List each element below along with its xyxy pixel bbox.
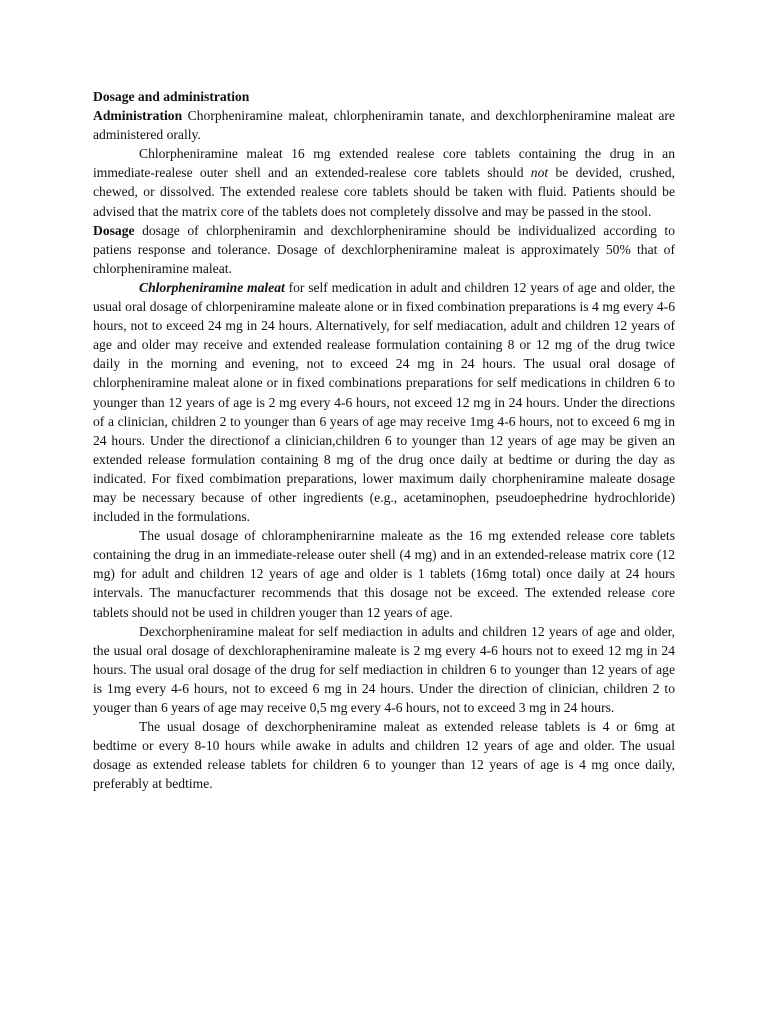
dosage-paragraph: [93, 221, 675, 278]
dosage-label: Dosage: [93, 222, 135, 238]
extended-release-paragraph: [93, 144, 675, 220]
dexchlorpheniramine-paragraph: Dexchorpheniramine maleat for self mediaction in adults and children 12 years of age and older, the usual oral dosage of dexchlorapheniramine maleate is 2 mg every 4-6 hours not to exeed 12 mg in 24 hours. The usual oral dosage of the drug for self mediaction in children 6 to younger than 12 years of age is 1mg every 4-6 hours, not to exceed 6 mg in 24 hours. Under the direction of clinician, children 2 to youger than 6 years of age may receive 0,5 mg every 4-6 hours, not to exceed 3 mg in 24 hours.: [93, 623, 675, 715]
chlorpheniramine-label: Chlorpheniramine maleat: [139, 279, 285, 295]
document-page: [93, 87, 675, 793]
administration-label: Administration: [93, 108, 183, 124]
dexchlorpheniramine-extended-paragraph: The usual dosage of dexchorpheniramine maleat as extended release tablets is 4 or 6mg at bedtime or every 8-10 hours while awake in adults and children 12 years of age and older. The usual dosage as extended release tablets for children 6 to younger than 12 years of age is 4 mg once daily, preferably at bedtime.: [93, 719, 675, 792]
chlorpheniramine-text: for self medication in adult and children 12 years of age and older, the usual oral dosage of chlorpeniramine maleate alone or in fixed combination preparations is 4 mg every 4-6 hours, not to exceed 24 mg in 24 hours. Alternatively, for self mediacation, adult and children 12 years of age and older may receive and extended realease formulation containing 8 or 12 mg of the drug twice daily in the morning and evening, not to exceed 24 mg in 24 hours. The usual oral dosage of chlorpheniramine maleat alone or in fixed combinations preparations for self medications in children 6 to younger than 12 years of age is 2 mg every 4-6 hours, not exceed 12 mg in 24 hours. Under the directions of a clinician, children 2 to younger than 6 years of age may receive 1mg 4-6 hours, not to exceed 6 mg in 24 hours. Under the directionof a clinician,children 6 to younger than 12 years of age may be given an extended release formulation containing 8 mg of the drug once daily at bedtime or during the day as indicated. For fixed combimation preparations, lower maximum daily chorpheniramine maleate dosage may be necessary because of other ingredients (e.g., acetaminophen, pseudoephedrine hydrochloride) included in the formulations.: [93, 279, 676, 525]
section-heading: Dosage and administration: [93, 89, 250, 104]
extended-release-text-before: Chlorpheniramine maleat 16 mg extended realese core tablets containing the drug in an immediate-realese outer shell and an extended-realese core tablets should: [93, 146, 675, 181]
administration-paragraph: [93, 106, 675, 144]
dosage-text: dosage of chlorpheniramin and dexchlorpheniramine should be individualized according to patiens response and tolerance. Dosage of dexchlorpheniramine maleat is approximately 50% that of chlorpheniramine maleat.: [93, 222, 675, 276]
extended-release-emphasis: not: [530, 165, 549, 181]
chlorpheniramine-paragraph: [93, 278, 675, 526]
usual-16mg-paragraph: The usual dosage of chloramphenirarnine maleate as the 16 mg extended release core tablets containing the drug in an immediate-release outer shell (4 mg) and in an extended-release matrix core (12 mg) for adult and children 12 years of age and older is 1 tablets (16mg total) once daily at 24 hours intervals. The manucfacturer recommends that this dosage not be exceed. The extended release core tablets should not be used in children youger than 12 years of age.: [93, 528, 675, 620]
extended-release-text-after: be devided, crushed, chewed, or dissolved. The extended realese core tablets should be taken with fluid. Patients should be advised that the matrix core of the tablets does not completely dissolve and may be passed in the stool.: [93, 165, 675, 219]
administration-text: Chorpheniramine maleat, chlorpheniramin tanate, and dexchlorpheniramine maleat are administered orally.: [93, 108, 675, 143]
